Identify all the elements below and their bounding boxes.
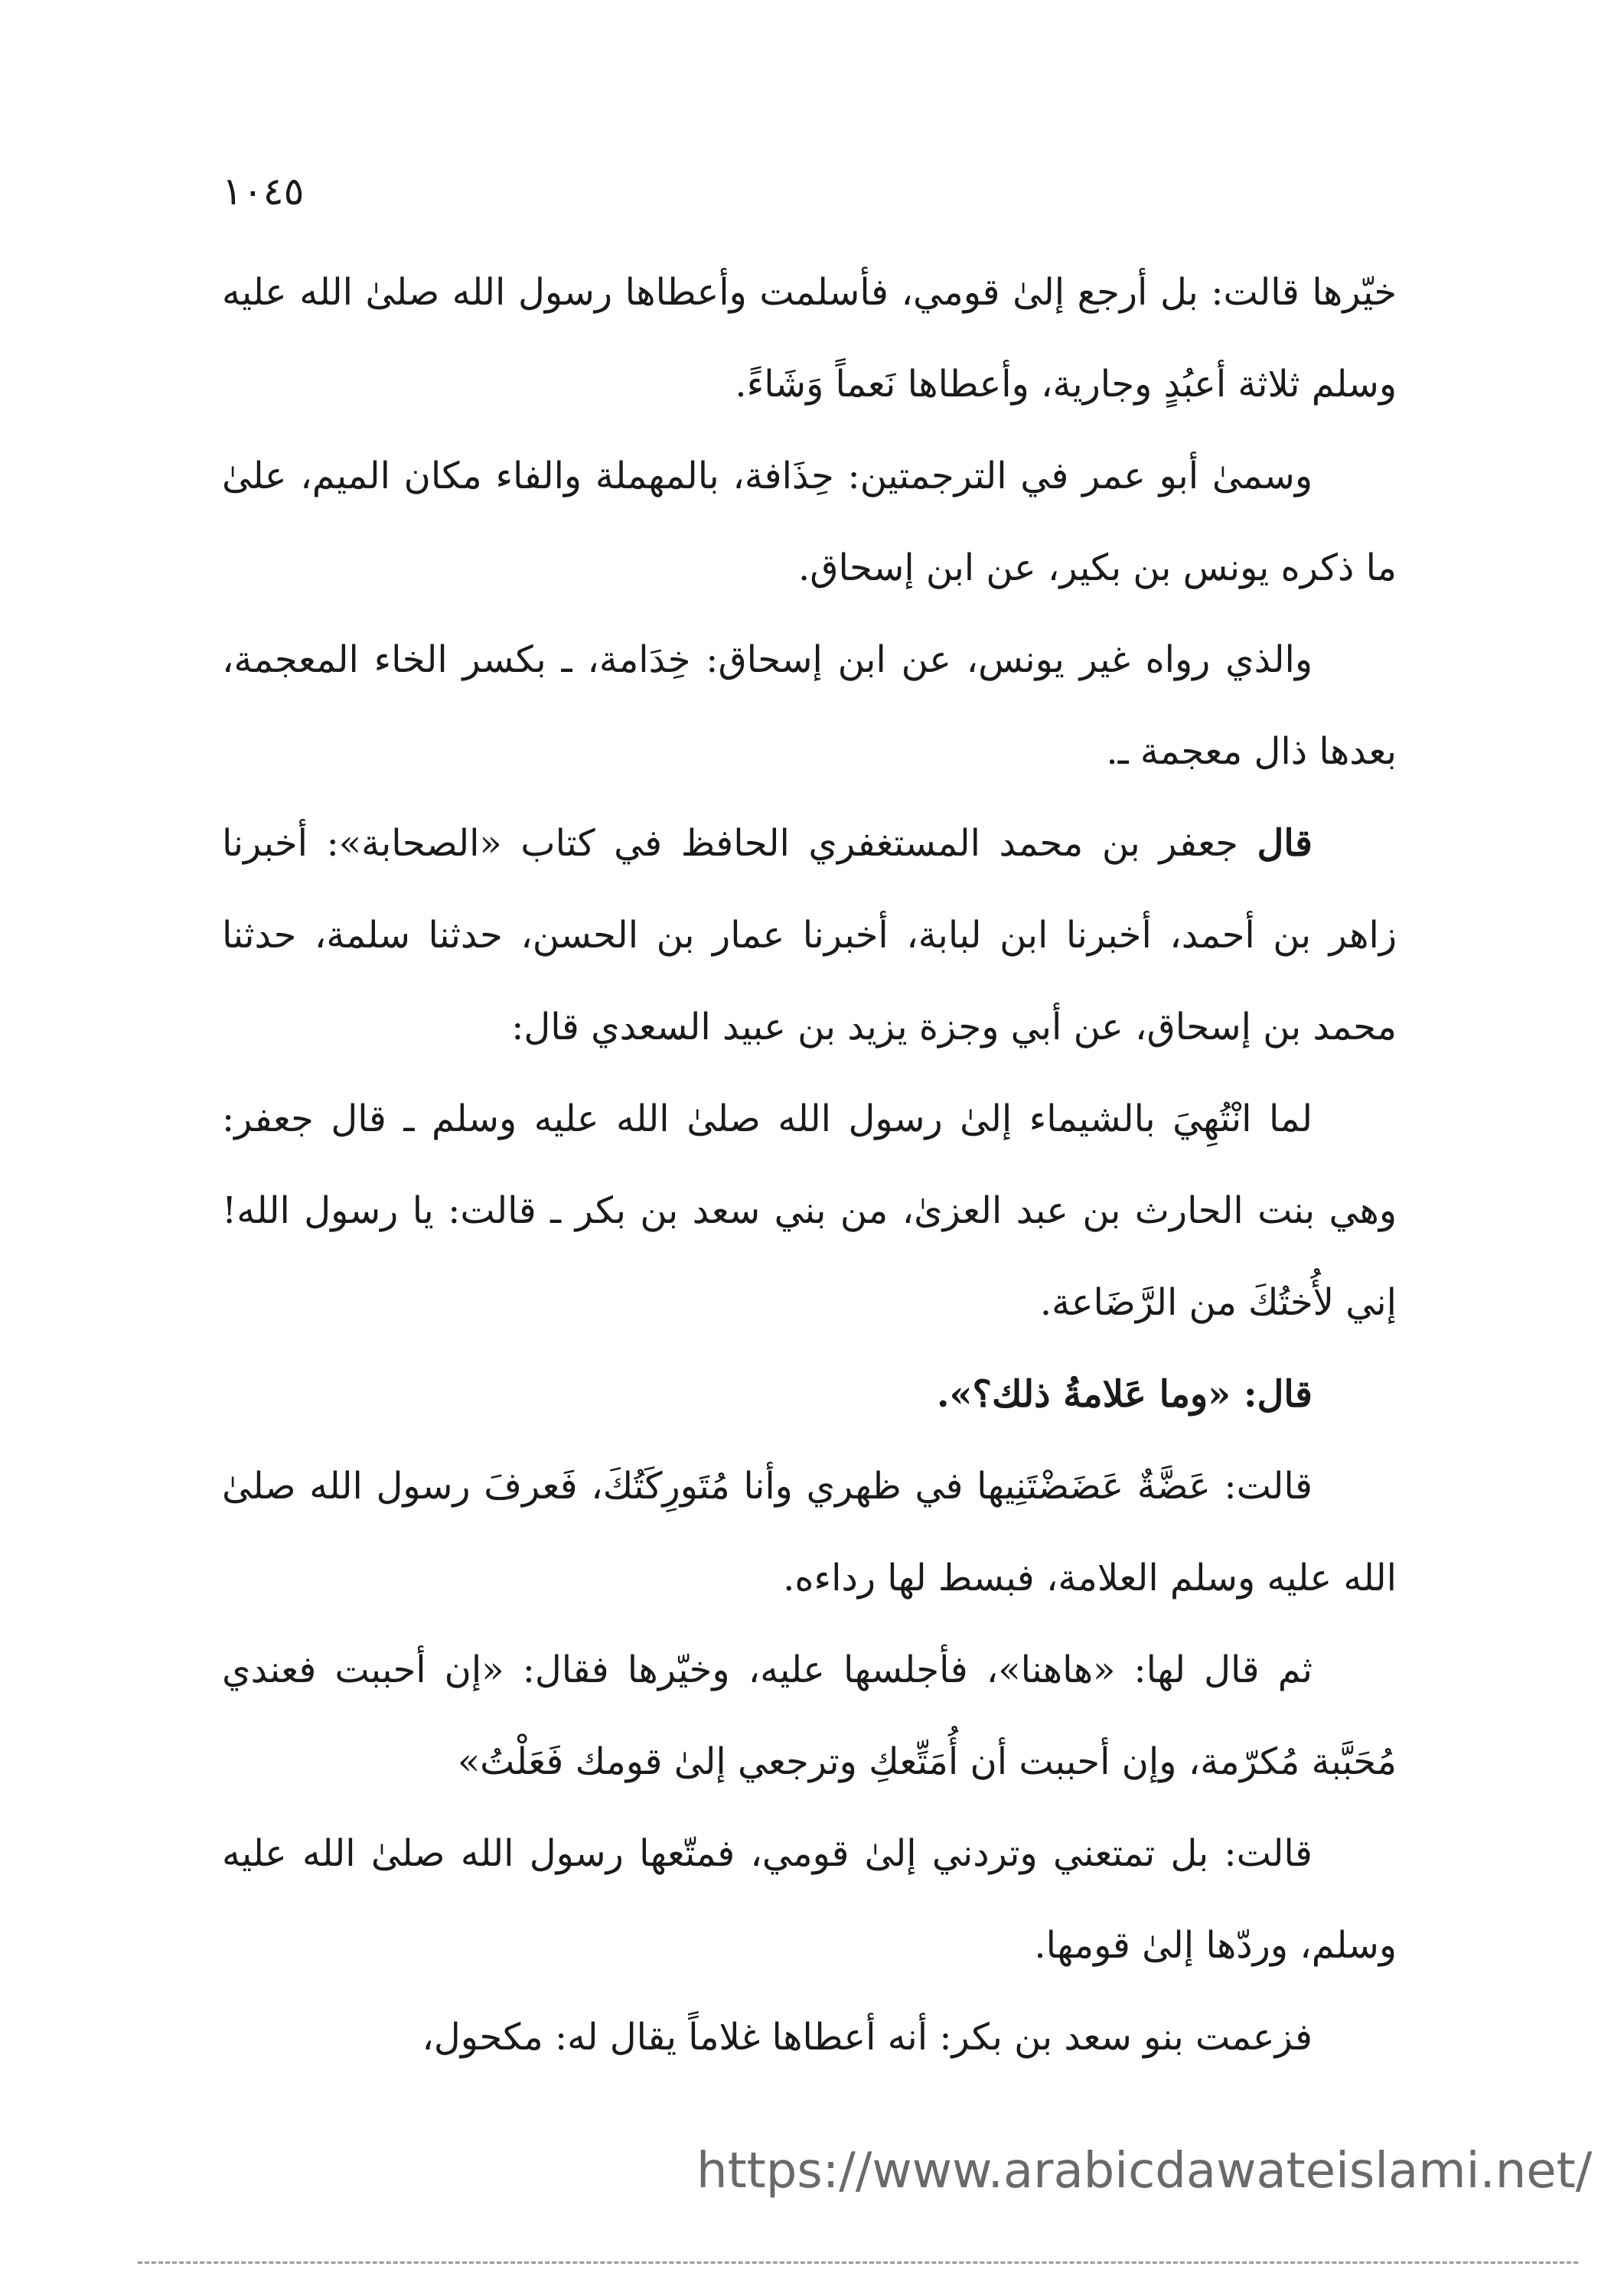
- paragraph-text: قالت: عَضَّةٌ عَضَضْتَنِيها في ظهري وأنا مُتَورِكَتُكَ، فَعرفَ رسول الله صلىٰ الله عليه وسلم العلامة، فبسط لها رداءه.: [222, 1465, 1397, 1599]
- paragraph-text: جعفر بن محمد المستغفري الحافظ في كتاب «الصحابة»: أخبرنا زاهر بن أحمد، أخبرنا ابن لبابة، أخبرنا عمار بن الحسن، حدثنا سلمة، حدثنا محمد بن إسحاق، عن أبي وجزة يزيد بن عبيد السعدي قال:: [222, 822, 1397, 1048]
- footer-divider: [138, 2261, 1578, 2264]
- paragraph-9: [222, 1808, 1397, 1991]
- paragraph-text: ثم قال لها: «هاهنا»، فأجلسها عليه، وخيّرها فقال: «إن أحببت فعندي مُحَبَّبة مُكرّمة، وإن أحببت أن أُمَتِّعكِ وترجعي إلىٰ قومك فَعَلْتُ»: [222, 1648, 1397, 1783]
- paragraph-6: [222, 1348, 1397, 1440]
- paragraph-text: خيّرها قالت: بل أرجع إلىٰ قومي، فأسلمت وأعطاها رسول الله صلىٰ الله عليه وسلم ثلاثة أعبُدٍ وجارية، وأعطاها نَعماً وَشَاءً.: [222, 271, 1397, 406]
- paragraph-3: [222, 614, 1397, 797]
- paragraph-2: [222, 430, 1397, 614]
- paragraph-5: [222, 1073, 1397, 1348]
- page-number: ١٠٤٥: [222, 169, 305, 214]
- paragraph-1: [222, 246, 1397, 430]
- paragraph-text: وسمىٰ أبو عمر في الترجمتين: حِذَافة، بالمهملة والفاء مكان الميم، علىٰ ما ذكره يونس بن بكير، عن ابن إسحاق.: [222, 455, 1397, 589]
- paragraph-text: فزعمت بنو سعد بن بكر: أنه أعطاها غلاماً يقال له: مكحول،: [422, 2016, 1313, 2059]
- paragraph-text: والذي رواه غير يونس، عن ابن إسحاق: خِدَامة، ـ بكسر الخاء المعجمة، بعدها ذال معجمة ـ.: [222, 638, 1397, 773]
- paragraph-text: قالت: بل تمتعني وتردني إلىٰ قومي، فمتّعها رسول الله صلىٰ الله عليه وسلم، وردّها إلىٰ قومها.: [222, 1832, 1397, 1967]
- paragraph-text: لما انْتُهِيَ بالشيماء إلىٰ رسول الله صلىٰ الله عليه وسلم ـ قال جعفر: وهي بنت الحارث بن عبد العزىٰ، من بني سعد بن بكر ـ قالت: يا رسول الله! إني لأُختُكَ من الرَّضَاعة.: [222, 1097, 1397, 1324]
- website-watermark: https://www.arabicdawateislami.net/: [696, 2143, 1593, 2199]
- paragraph-lead: قال: [1257, 822, 1313, 865]
- paragraph-10: [222, 1991, 1397, 2083]
- paragraph-text: قال: «وما عَلامةُ ذلك؟».: [936, 1373, 1313, 1416]
- text-body: [222, 246, 1397, 2083]
- paragraph-7: [222, 1440, 1397, 1624]
- paragraph-4: [222, 797, 1397, 1073]
- paragraph-8: [222, 1624, 1397, 1808]
